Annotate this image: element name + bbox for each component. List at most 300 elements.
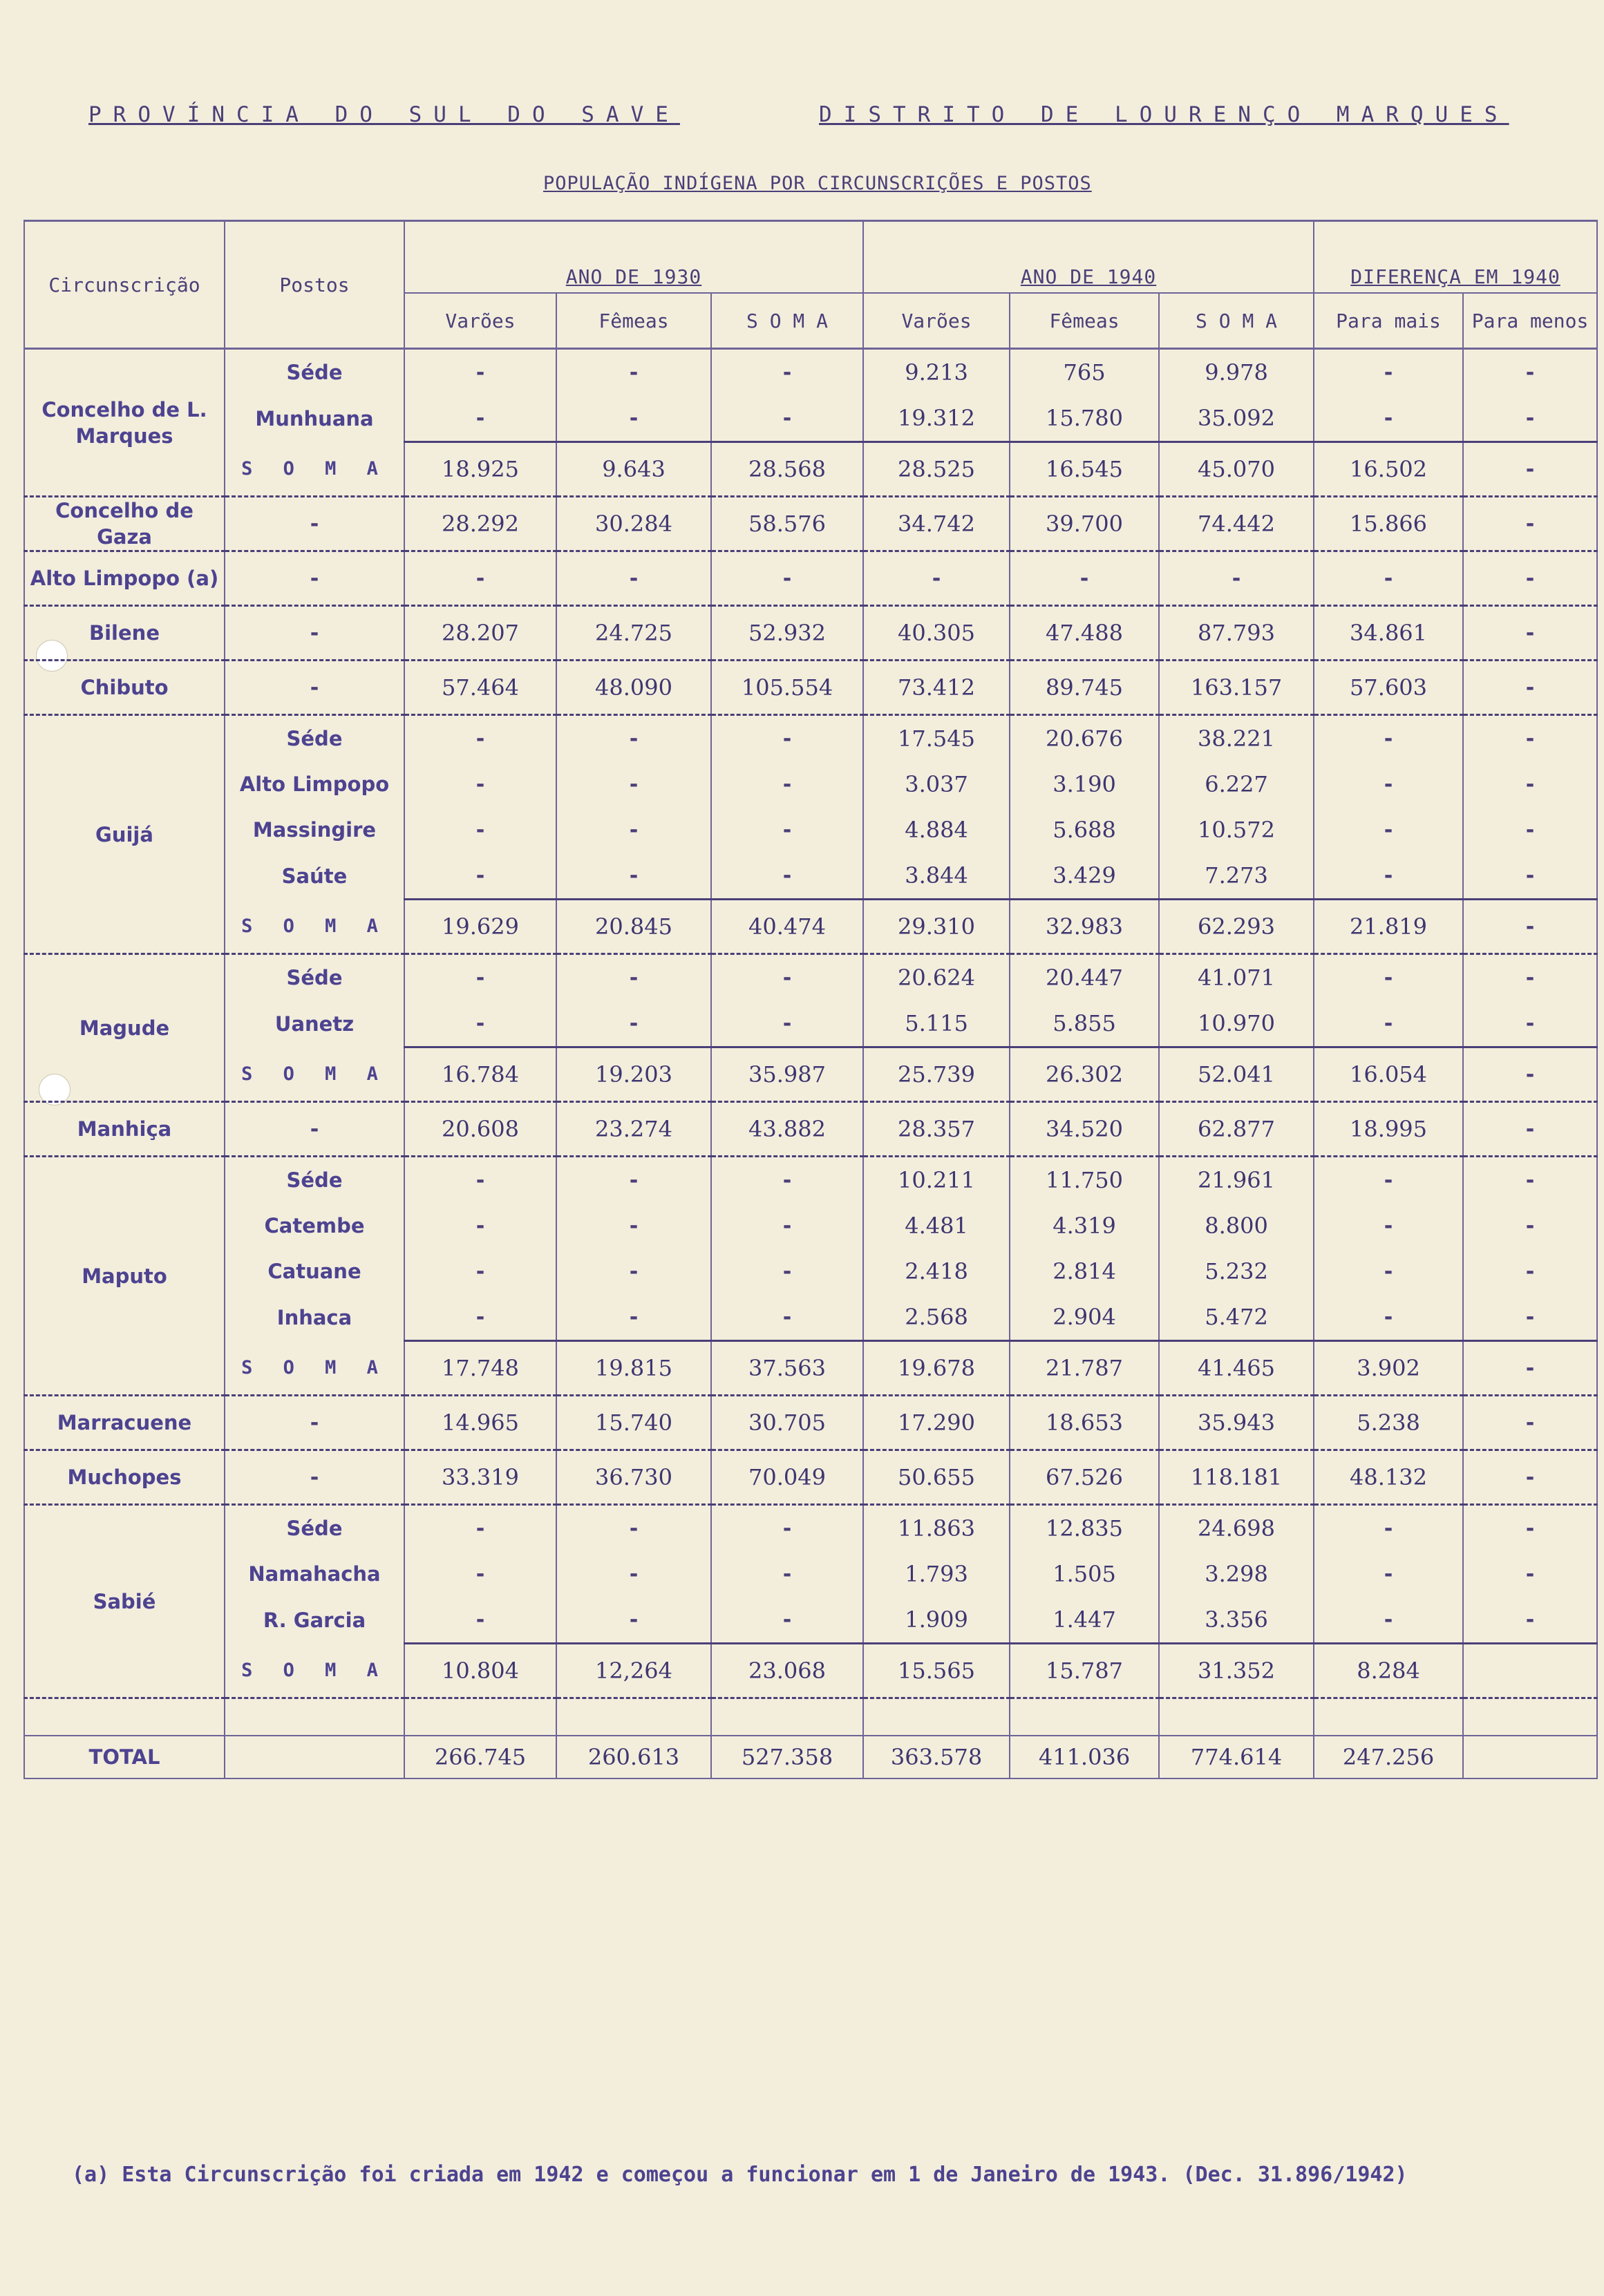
femeas-1930-cell: - xyxy=(556,853,711,900)
para-mais-cell: - xyxy=(1314,715,1463,762)
para-menos-cell: - xyxy=(1463,715,1597,762)
para-mais-cell: - xyxy=(1314,1203,1463,1249)
soma-1940-cell: 3.298 xyxy=(1159,1551,1314,1597)
para-mais-cell: 5.238 xyxy=(1314,1396,1463,1450)
femeas-1930-cell: - xyxy=(556,715,711,762)
soma-1940-cell: 45.070 xyxy=(1159,442,1314,497)
circunscricao-cell: Manhiça xyxy=(24,1102,225,1157)
total-label: TOTAL xyxy=(24,1736,225,1778)
femeas-1940-cell: - xyxy=(1010,551,1159,606)
circunscricao-cell: Concelho de Gaza xyxy=(24,497,225,551)
para-menos-cell: - xyxy=(1463,1249,1597,1294)
posto-cell: Uanetz xyxy=(225,1000,404,1047)
posto-cell: Séde xyxy=(225,1505,404,1552)
soma-1930-cell: 40.474 xyxy=(711,900,863,954)
table-title: POPULAÇÃO INDÍGENA POR CIRCUNSCRIÇÕES E POSTOS xyxy=(543,173,1092,194)
varoes-1940-cell: 1.793 xyxy=(863,1551,1010,1597)
soma-1940-cell: 118.181 xyxy=(1159,1450,1314,1505)
para-menos-cell: - xyxy=(1463,349,1597,396)
femeas-1940-cell: 5.688 xyxy=(1010,807,1159,853)
district-title: DISTRITO DE LOURENÇO MARQUES xyxy=(819,102,1509,127)
soma-1930-cell: - xyxy=(711,1203,863,1249)
femeas-1940-cell: 26.302 xyxy=(1010,1047,1159,1102)
varoes-1940-cell: 5.115 xyxy=(863,1000,1010,1047)
header-year-1940: ANO DE 1940 xyxy=(863,221,1314,294)
varoes-1930-cell: 17.748 xyxy=(404,1341,556,1396)
femeas-1940-cell: 32.983 xyxy=(1010,900,1159,954)
femeas-1930-cell: - xyxy=(556,349,711,396)
varoes-1930-cell: - xyxy=(404,1505,556,1552)
soma-1940-cell: 21.961 xyxy=(1159,1157,1314,1204)
table-row xyxy=(24,661,1597,715)
varoes-1940-cell: 9.213 xyxy=(863,349,1010,396)
header-varoes-1940: Varões xyxy=(863,293,1010,349)
table-row xyxy=(24,1294,1597,1341)
para-mais-cell: 16.502 xyxy=(1314,442,1463,497)
para-mais-cell: - xyxy=(1314,551,1463,606)
varoes-1930-cell: 57.464 xyxy=(404,661,556,715)
header-varoes-1930: Varões xyxy=(404,293,556,349)
soma-1930-cell: - xyxy=(711,1551,863,1597)
femeas-1940-cell: 67.526 xyxy=(1010,1450,1159,1505)
varoes-1930-cell: - xyxy=(404,1000,556,1047)
varoes-1940-cell: 2.418 xyxy=(863,1249,1010,1294)
soma-1930-cell: - xyxy=(711,807,863,853)
soma-1940-cell: 31.352 xyxy=(1159,1644,1314,1698)
province-title: PROVÍNCIA DO SUL DO SAVE xyxy=(88,102,680,127)
para-mais-cell: 8.284 xyxy=(1314,1644,1463,1698)
soma-row xyxy=(24,442,1597,497)
femeas-1940-cell: 16.545 xyxy=(1010,442,1159,497)
femeas-1940-cell: 20.676 xyxy=(1010,715,1159,762)
femeas-1940-cell: 1.505 xyxy=(1010,1551,1159,1597)
posto-cell: - xyxy=(225,606,404,661)
para-menos-cell: - xyxy=(1463,1102,1597,1157)
para-menos-cell: - xyxy=(1463,551,1597,606)
varoes-1940-cell: 28.357 xyxy=(863,1102,1010,1157)
para-mais-cell: - xyxy=(1314,1157,1463,1204)
posto-cell: Séde xyxy=(225,349,404,396)
table-row xyxy=(24,853,1597,900)
soma-1930-cell: 37.563 xyxy=(711,1341,863,1396)
femeas-1940-cell: 5.855 xyxy=(1010,1000,1159,1047)
posto-cell: Catuane xyxy=(225,1249,404,1294)
para-menos-cell: - xyxy=(1463,661,1597,715)
header-postos: Postos xyxy=(225,221,404,349)
table-row xyxy=(24,1396,1597,1450)
femeas-1930-cell: 19.815 xyxy=(556,1341,711,1396)
para-menos-cell: - xyxy=(1463,1505,1597,1552)
header-diferenca: DIFERENÇA EM 1940 xyxy=(1314,221,1597,294)
soma-1930-cell: - xyxy=(711,761,863,807)
femeas-1930-cell: 23.274 xyxy=(556,1102,711,1157)
posto-cell: Saúte xyxy=(225,853,404,900)
para-menos-cell xyxy=(1463,1644,1597,1698)
varoes-1940-cell: 15.565 xyxy=(863,1644,1010,1698)
para-mais-cell: - xyxy=(1314,1597,1463,1644)
femeas-1940-cell: 11.750 xyxy=(1010,1157,1159,1204)
table-row xyxy=(24,1551,1597,1597)
para-menos-cell: - xyxy=(1463,442,1597,497)
circunscricao-cell: Muchopes xyxy=(24,1450,225,1505)
femeas-1940-cell: 2.904 xyxy=(1010,1294,1159,1341)
femeas-1940-cell: 12.835 xyxy=(1010,1505,1159,1552)
soma-1940-cell: 41.071 xyxy=(1159,954,1314,1001)
varoes-1930-cell: - xyxy=(404,551,556,606)
femeas-1930-cell: - xyxy=(556,761,711,807)
varoes-1930-cell: - xyxy=(404,954,556,1001)
soma-1930-cell: 43.882 xyxy=(711,1102,863,1157)
femeas-1930-cell: 9.643 xyxy=(556,442,711,497)
para-menos-cell: - xyxy=(1463,395,1597,442)
femeas-1930-cell: - xyxy=(556,551,711,606)
femeas-1930-cell: - xyxy=(556,1249,711,1294)
varoes-1940-cell: 29.310 xyxy=(863,900,1010,954)
femeas-1930-cell: 36.730 xyxy=(556,1450,711,1505)
varoes-1940-cell: 73.412 xyxy=(863,661,1010,715)
soma-1930-cell: 70.049 xyxy=(711,1450,863,1505)
table-row xyxy=(24,1203,1597,1249)
para-mais-cell: - xyxy=(1314,1294,1463,1341)
soma-row xyxy=(24,1047,1597,1102)
soma-1940-cell: 5.472 xyxy=(1159,1294,1314,1341)
para-mais-cell: - xyxy=(1314,1505,1463,1552)
soma-row xyxy=(24,1341,1597,1396)
varoes-1930-cell: - xyxy=(404,1294,556,1341)
para-mais-cell: 18.995 xyxy=(1314,1102,1463,1157)
femeas-1940-cell: 4.319 xyxy=(1010,1203,1159,1249)
soma-1930-cell: - xyxy=(711,1597,863,1644)
posto-cell: - xyxy=(225,661,404,715)
page-header xyxy=(0,102,1604,130)
soma-1940-cell: 35.092 xyxy=(1159,395,1314,442)
varoes-1930-cell: - xyxy=(404,1203,556,1249)
varoes-1930-cell: - xyxy=(404,1249,556,1294)
soma-1930-cell: - xyxy=(711,954,863,1001)
table-row xyxy=(24,761,1597,807)
para-mais-cell: - xyxy=(1314,1551,1463,1597)
table-row xyxy=(24,497,1597,551)
soma-1940-cell: 62.293 xyxy=(1159,900,1314,954)
femeas-1940-cell: 39.700 xyxy=(1010,497,1159,551)
femeas-1940-cell: 89.745 xyxy=(1010,661,1159,715)
varoes-1930-cell: 19.629 xyxy=(404,900,556,954)
soma-1940-cell: 6.227 xyxy=(1159,761,1314,807)
varoes-1940-cell: 17.545 xyxy=(863,715,1010,762)
femeas-1940-cell: 2.814 xyxy=(1010,1249,1159,1294)
varoes-1930-cell: - xyxy=(404,853,556,900)
varoes-1940-cell: 40.305 xyxy=(863,606,1010,661)
para-menos-cell: - xyxy=(1463,1000,1597,1047)
varoes-1940-cell: 19.312 xyxy=(863,395,1010,442)
varoes-1940-cell: 3.844 xyxy=(863,853,1010,900)
table-row xyxy=(24,807,1597,853)
para-mais-cell: - xyxy=(1314,853,1463,900)
para-menos-cell: - xyxy=(1463,1597,1597,1644)
posto-cell: Alto Limpopo xyxy=(225,761,404,807)
posto-cell: - xyxy=(225,497,404,551)
soma-1930-cell: - xyxy=(711,1157,863,1204)
total-soma-1930: 527.358 xyxy=(711,1736,863,1778)
total-row xyxy=(24,1736,1597,1778)
soma-1940-cell: 24.698 xyxy=(1159,1505,1314,1552)
varoes-1930-cell: 18.925 xyxy=(404,442,556,497)
para-mais-cell: 3.902 xyxy=(1314,1341,1463,1396)
soma-label: S O M A xyxy=(225,1644,404,1698)
soma-1930-cell: 105.554 xyxy=(711,661,863,715)
femeas-1930-cell: - xyxy=(556,1597,711,1644)
soma-1930-cell: - xyxy=(711,1505,863,1552)
para-menos-cell: - xyxy=(1463,1294,1597,1341)
femeas-1930-cell: - xyxy=(556,1505,711,1552)
para-mais-cell: 57.603 xyxy=(1314,661,1463,715)
femeas-1930-cell: 20.845 xyxy=(556,900,711,954)
soma-1940-cell: 9.978 xyxy=(1159,349,1314,396)
femeas-1940-cell: 1.447 xyxy=(1010,1597,1159,1644)
para-mais-cell: - xyxy=(1314,395,1463,442)
posto-cell: Munhuana xyxy=(225,395,404,442)
posto-cell: Catembe xyxy=(225,1203,404,1249)
varoes-1930-cell: 10.804 xyxy=(404,1644,556,1698)
soma-1940-cell: 62.877 xyxy=(1159,1102,1314,1157)
table-row xyxy=(24,1505,1597,1552)
table-row xyxy=(24,551,1597,606)
varoes-1940-cell: 19.678 xyxy=(863,1341,1010,1396)
varoes-1930-cell: 28.207 xyxy=(404,606,556,661)
posto-cell: - xyxy=(225,1396,404,1450)
femeas-1940-cell: 15.787 xyxy=(1010,1644,1159,1698)
femeas-1940-cell: 18.653 xyxy=(1010,1396,1159,1450)
header-para-mais: Para mais xyxy=(1314,293,1463,349)
varoes-1940-cell: 3.037 xyxy=(863,761,1010,807)
para-mais-cell: 34.861 xyxy=(1314,606,1463,661)
header-femeas-1940: Fêmeas xyxy=(1010,293,1159,349)
posto-cell: Inhaca xyxy=(225,1294,404,1341)
femeas-1930-cell: 15.740 xyxy=(556,1396,711,1450)
varoes-1930-cell: - xyxy=(404,1597,556,1644)
soma-1940-cell: 5.232 xyxy=(1159,1249,1314,1294)
total-varoes-1930: 266.745 xyxy=(404,1736,556,1778)
soma-1930-cell: - xyxy=(711,1000,863,1047)
soma-1930-cell: 52.932 xyxy=(711,606,863,661)
para-menos-cell: - xyxy=(1463,1396,1597,1450)
para-mais-cell: 48.132 xyxy=(1314,1450,1463,1505)
varoes-1930-cell: 28.292 xyxy=(404,497,556,551)
header-femeas-1930: Fêmeas xyxy=(556,293,711,349)
femeas-1930-cell: - xyxy=(556,1294,711,1341)
varoes-1940-cell: 34.742 xyxy=(863,497,1010,551)
table-row xyxy=(24,1450,1597,1505)
para-mais-cell: - xyxy=(1314,349,1463,396)
soma-label: S O M A xyxy=(225,442,404,497)
varoes-1940-cell: 4.884 xyxy=(863,807,1010,853)
varoes-1940-cell: 20.624 xyxy=(863,954,1010,1001)
soma-1930-cell: - xyxy=(711,551,863,606)
table-row xyxy=(24,1157,1597,1204)
soma-1940-cell: 74.442 xyxy=(1159,497,1314,551)
soma-1940-cell: 10.970 xyxy=(1159,1000,1314,1047)
para-menos-cell: - xyxy=(1463,1450,1597,1505)
circunscricao-cell: Chibuto xyxy=(24,661,225,715)
para-menos-cell: - xyxy=(1463,497,1597,551)
para-menos-cell: - xyxy=(1463,1157,1597,1204)
varoes-1930-cell: - xyxy=(404,349,556,396)
varoes-1940-cell: 28.525 xyxy=(863,442,1010,497)
femeas-1940-cell: 20.447 xyxy=(1010,954,1159,1001)
para-mais-cell: - xyxy=(1314,954,1463,1001)
posto-cell: Massingire xyxy=(225,807,404,853)
para-menos-cell: - xyxy=(1463,1341,1597,1396)
soma-1930-cell: - xyxy=(711,395,863,442)
circunscricao-cell: Maputo xyxy=(24,1157,225,1396)
femeas-1940-cell: 15.780 xyxy=(1010,395,1159,442)
soma-label: S O M A xyxy=(225,1047,404,1102)
varoes-1930-cell: - xyxy=(404,807,556,853)
soma-1940-cell: 10.572 xyxy=(1159,807,1314,853)
soma-1930-cell: - xyxy=(711,349,863,396)
varoes-1940-cell: 11.863 xyxy=(863,1505,1010,1552)
femeas-1940-cell: 3.429 xyxy=(1010,853,1159,900)
total-para-menos xyxy=(1463,1736,1597,1778)
para-menos-cell: - xyxy=(1463,1047,1597,1102)
table-row xyxy=(24,954,1597,1001)
femeas-1930-cell: 24.725 xyxy=(556,606,711,661)
table-row xyxy=(24,1597,1597,1644)
femeas-1940-cell: 34.520 xyxy=(1010,1102,1159,1157)
soma-1940-cell: 52.041 xyxy=(1159,1047,1314,1102)
femeas-1930-cell: 48.090 xyxy=(556,661,711,715)
soma-1930-cell: - xyxy=(711,715,863,762)
table-row xyxy=(24,1000,1597,1047)
total-femeas-1930: 260.613 xyxy=(556,1736,711,1778)
femeas-1940-cell: 3.190 xyxy=(1010,761,1159,807)
varoes-1930-cell: - xyxy=(404,1157,556,1204)
soma-1930-cell: 28.568 xyxy=(711,442,863,497)
circunscricao-cell: Magude xyxy=(24,954,225,1102)
para-mais-cell: 16.054 xyxy=(1314,1047,1463,1102)
femeas-1930-cell: - xyxy=(556,395,711,442)
varoes-1940-cell: 1.909 xyxy=(863,1597,1010,1644)
soma-1930-cell: - xyxy=(711,1294,863,1341)
para-mais-cell: - xyxy=(1314,807,1463,853)
soma-1930-cell: - xyxy=(711,853,863,900)
header-para-menos: Para menos xyxy=(1463,293,1597,349)
varoes-1930-cell: - xyxy=(404,395,556,442)
soma-1940-cell: 35.943 xyxy=(1159,1396,1314,1450)
circunscricao-cell: Marracuene xyxy=(24,1396,225,1450)
varoes-1940-cell: - xyxy=(863,551,1010,606)
posto-cell: Séde xyxy=(225,715,404,762)
table-row xyxy=(24,715,1597,762)
femeas-1940-cell: 765 xyxy=(1010,349,1159,396)
table-row xyxy=(24,395,1597,442)
soma-1940-cell: 87.793 xyxy=(1159,606,1314,661)
para-mais-cell: - xyxy=(1314,761,1463,807)
soma-1930-cell: 23.068 xyxy=(711,1644,863,1698)
femeas-1930-cell: - xyxy=(556,807,711,853)
soma-label: S O M A xyxy=(225,900,404,954)
table-body xyxy=(24,349,1597,1698)
header-soma-1940: S O M A xyxy=(1159,293,1314,349)
soma-label: S O M A xyxy=(225,1341,404,1396)
varoes-1930-cell: - xyxy=(404,1551,556,1597)
varoes-1930-cell: 33.319 xyxy=(404,1450,556,1505)
soma-1940-cell: 41.465 xyxy=(1159,1341,1314,1396)
femeas-1930-cell: - xyxy=(556,1551,711,1597)
circunscricao-cell: Guijá xyxy=(24,715,225,954)
soma-1940-cell: 3.356 xyxy=(1159,1597,1314,1644)
femeas-1930-cell: 12,264 xyxy=(556,1644,711,1698)
soma-row xyxy=(24,900,1597,954)
circunscricao-cell: Sabié xyxy=(24,1505,225,1698)
para-mais-cell: 15.866 xyxy=(1314,497,1463,551)
varoes-1930-cell: - xyxy=(404,761,556,807)
posto-cell: Séde xyxy=(225,1157,404,1204)
table-row xyxy=(24,349,1597,396)
varoes-1940-cell: 50.655 xyxy=(863,1450,1010,1505)
para-menos-cell: - xyxy=(1463,807,1597,853)
femeas-1930-cell: - xyxy=(556,1203,711,1249)
total-soma-1940: 774.614 xyxy=(1159,1736,1314,1778)
table-row xyxy=(24,1102,1597,1157)
soma-1930-cell: - xyxy=(711,1249,863,1294)
femeas-1930-cell: - xyxy=(556,1157,711,1204)
soma-1930-cell: 30.705 xyxy=(711,1396,863,1450)
total-femeas-1940: 411.036 xyxy=(1010,1736,1159,1778)
circunscricao-cell: Concelho de L. Marques xyxy=(24,349,225,497)
soma-1940-cell: 7.273 xyxy=(1159,853,1314,900)
total-para-mais: 247.256 xyxy=(1314,1736,1463,1778)
varoes-1940-cell: 17.290 xyxy=(863,1396,1010,1450)
circunscricao-cell: Bilene xyxy=(24,606,225,661)
footnote: (a) Esta Circunscrição foi criada em 1942 e começou a funcionar em 1 de Janeiro de 1943. (Dec. 31.896/1942) xyxy=(72,2163,1408,2187)
soma-1940-cell: 38.221 xyxy=(1159,715,1314,762)
soma-1930-cell: 58.576 xyxy=(711,497,863,551)
posto-cell: Séde xyxy=(225,954,404,1001)
varoes-1940-cell: 4.481 xyxy=(863,1203,1010,1249)
para-menos-cell: - xyxy=(1463,954,1597,1001)
posto-cell: Namahacha xyxy=(225,1551,404,1597)
femeas-1930-cell: - xyxy=(556,1000,711,1047)
femeas-1940-cell: 21.787 xyxy=(1010,1341,1159,1396)
soma-1940-cell: 163.157 xyxy=(1159,661,1314,715)
para-menos-cell: - xyxy=(1463,606,1597,661)
soma-1940-cell: 8.800 xyxy=(1159,1203,1314,1249)
posto-cell: - xyxy=(225,1102,404,1157)
total-varoes-1940: 363.578 xyxy=(863,1736,1010,1778)
para-menos-cell: - xyxy=(1463,853,1597,900)
femeas-1930-cell: - xyxy=(556,954,711,1001)
para-mais-cell: 21.819 xyxy=(1314,900,1463,954)
posto-cell: - xyxy=(225,551,404,606)
varoes-1930-cell: 14.965 xyxy=(404,1396,556,1450)
para-menos-cell: - xyxy=(1463,1203,1597,1249)
posto-cell: - xyxy=(225,1450,404,1505)
table-row xyxy=(24,1249,1597,1294)
para-menos-cell: - xyxy=(1463,900,1597,954)
soma-row xyxy=(24,1644,1597,1698)
population-table xyxy=(23,220,1598,1779)
femeas-1930-cell: 30.284 xyxy=(556,497,711,551)
varoes-1930-cell: 16.784 xyxy=(404,1047,556,1102)
para-menos-cell: - xyxy=(1463,761,1597,807)
varoes-1930-cell: 20.608 xyxy=(404,1102,556,1157)
soma-1930-cell: 35.987 xyxy=(711,1047,863,1102)
para-mais-cell: - xyxy=(1314,1249,1463,1294)
soma-1940-cell: - xyxy=(1159,551,1314,606)
para-menos-cell: - xyxy=(1463,1551,1597,1597)
varoes-1940-cell: 25.739 xyxy=(863,1047,1010,1102)
